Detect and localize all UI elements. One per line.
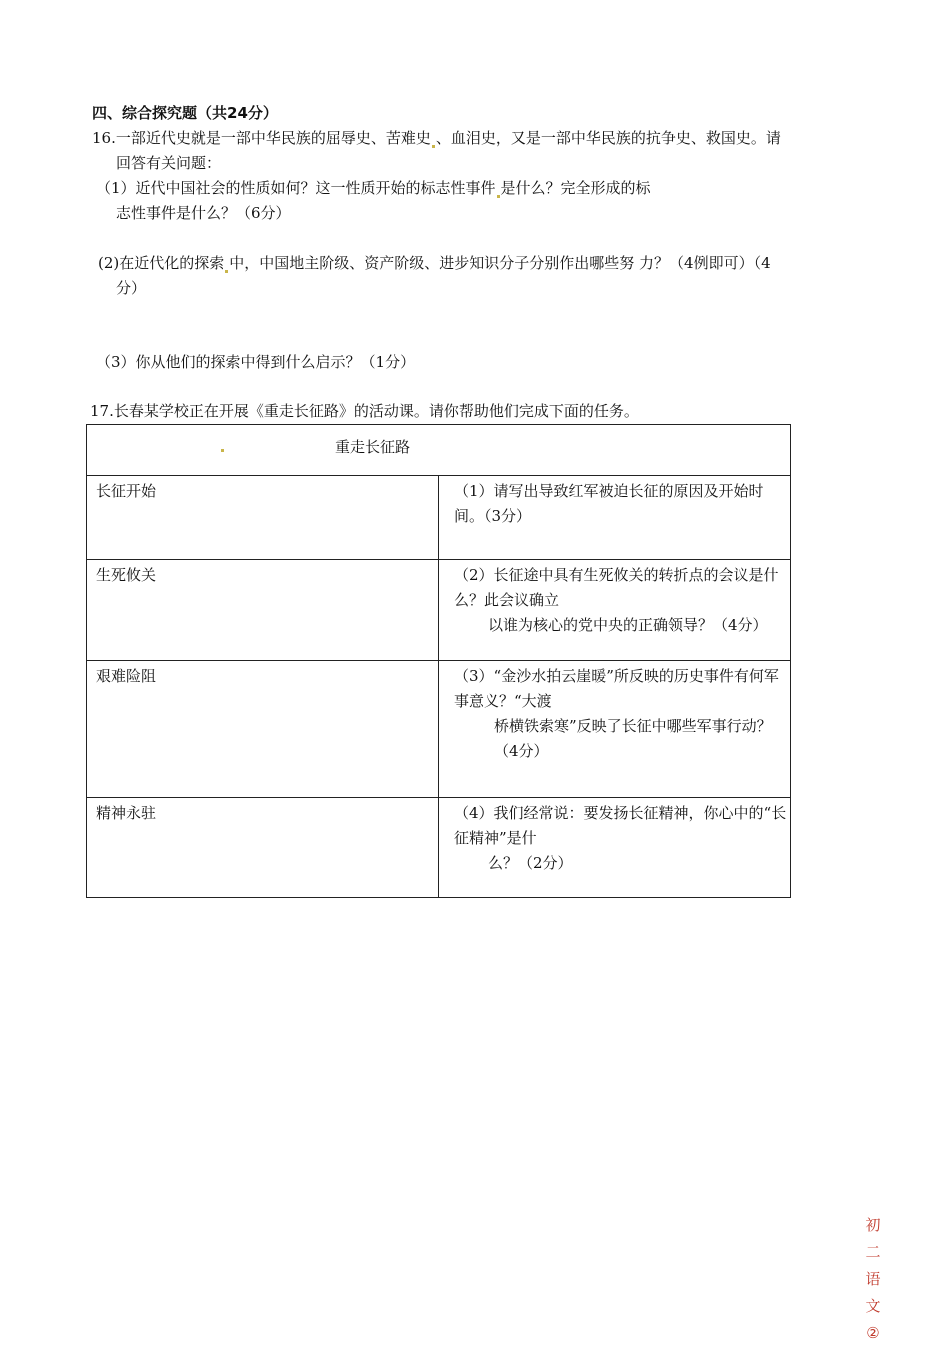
row-question-line1: （4）我们经常说：要发扬长征精神，你心中的“长征精神”是什 xyxy=(454,804,787,847)
side-label xyxy=(864,1212,882,1347)
q16-part2-b: 中，中国地主阶级、资产阶级、进步知识分子分别作出哪些努 力？（4例即可）（4 xyxy=(229,254,771,272)
table-row xyxy=(87,661,791,798)
q16-part1 xyxy=(96,176,651,201)
side-label-char: 初 xyxy=(865,1216,881,1234)
q16-intro xyxy=(92,126,781,151)
table-header-cell xyxy=(87,425,791,476)
side-label-char: 文 xyxy=(865,1297,881,1315)
activity-table xyxy=(86,424,791,898)
row-question xyxy=(439,798,791,898)
side-label-char: ② xyxy=(866,1324,880,1342)
q16-part1-line2: 志性事件是什么？（6分） xyxy=(116,204,291,222)
row-question-line2: 以谁为核心的党中央的正确领导？（4分） xyxy=(488,616,768,634)
row-question xyxy=(439,661,791,798)
table-row xyxy=(87,476,791,560)
highlight-mark xyxy=(432,145,435,148)
highlight-mark xyxy=(497,195,500,198)
row-question-line2: 么？（2分） xyxy=(488,854,573,872)
row-label: 长征开始 xyxy=(87,476,439,560)
q16-part1-b: 是什么？完全形成的标 xyxy=(500,179,651,197)
section-title: 四、综合探究题（共24分） xyxy=(92,104,278,122)
row-question-line2: 桥横铁索寒”反映了长征中哪些军事行动？（4分） xyxy=(494,717,772,760)
side-label-char: 二 xyxy=(865,1243,881,1261)
table-row xyxy=(87,798,791,898)
row-question xyxy=(439,476,791,560)
row-question xyxy=(439,560,791,661)
row-label: 生死攸关 xyxy=(87,560,439,661)
q16-intro-b: 、血泪史，又是一部中华民族的抗争史、救国史。请 xyxy=(435,129,781,147)
row-label: 艰难险阻 xyxy=(87,661,439,798)
q16-intro-line2: 回答有关问题： xyxy=(116,154,222,172)
highlight-mark xyxy=(221,449,224,452)
q17-intro: 17.长春某学校正在开展《重走长征路》的活动课。请你帮助他们完成下面的任务。 xyxy=(90,402,639,420)
row-label: 精神永驻 xyxy=(87,798,439,898)
q16-part3: （3）你从他们的探索中得到什么启示？（1分） xyxy=(96,353,416,371)
q16-intro-a: 16.一部近代史就是一部中华民族的屈辱史、苦难史 xyxy=(92,129,431,147)
row-question-line1: （2）长征途中具有生死攸关的转折点的会议是什么？此会议确立 xyxy=(454,566,779,609)
q16-part1-a: （1）近代中国社会的性质如何？这一性质开始的标志性事件 xyxy=(96,179,496,197)
table-header-row xyxy=(87,425,791,476)
row-question-line1: （1）请写出导致红军被迫长征的原因及开始时间。（3分） xyxy=(454,482,764,525)
table-row xyxy=(87,560,791,661)
side-label-char: 语 xyxy=(865,1270,881,1288)
table-title: 重走长征路 xyxy=(335,438,411,456)
highlight-mark xyxy=(225,270,228,273)
q16-part2 xyxy=(98,251,771,276)
q16-part2-line2: 分） xyxy=(116,279,147,297)
q16-part2-a: (2)在近代化的探索 xyxy=(98,254,225,272)
row-question-line1: （3）“金沙水拍云崖暖”所反映的历史事件有何军事意义？“大渡 xyxy=(454,667,779,710)
